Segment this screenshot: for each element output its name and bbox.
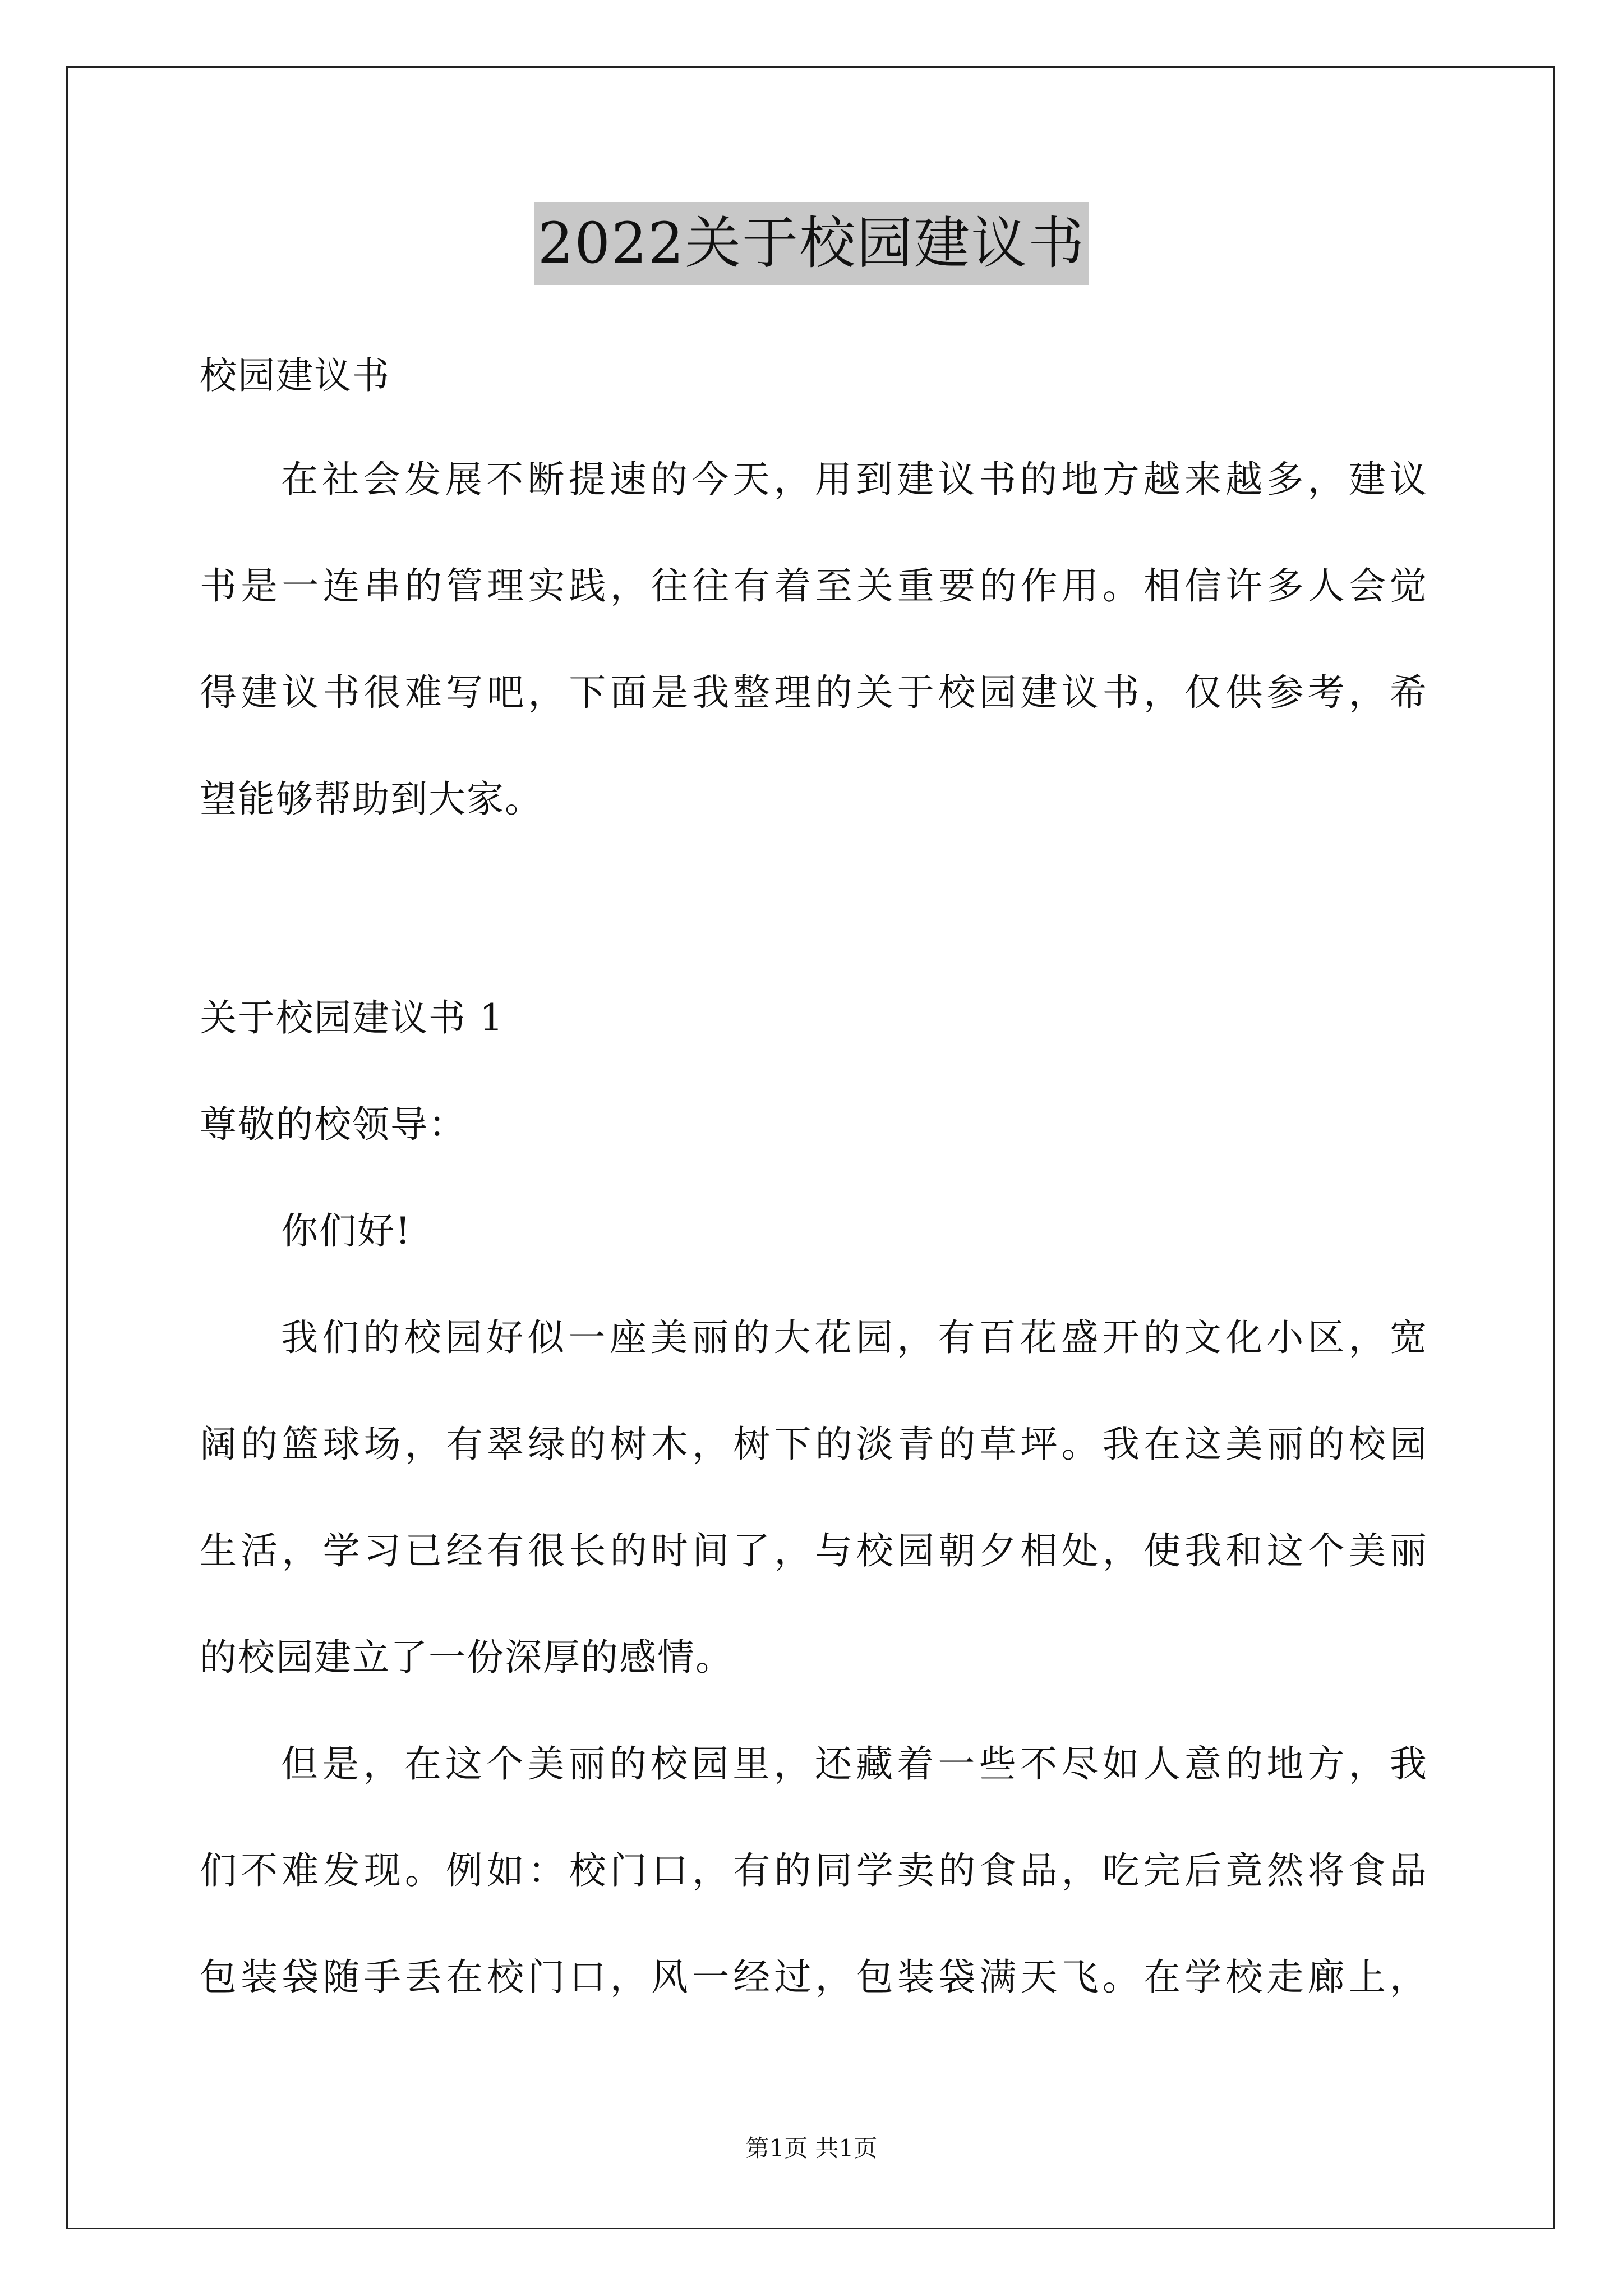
intro-line: 望能够帮助到大家。 <box>200 777 543 821</box>
section-heading: 关于校园建议书 1 <box>200 996 504 1039</box>
paragraph-line: 们不难发现。例如：校门口，有的同学卖的食品，吃完后竟然将食品 <box>200 1849 1428 1892</box>
paragraph-line: 生活，学习已经有很长的时间了，与校园朝夕相处，使我和这个美丽 <box>200 1529 1428 1572</box>
paragraph-line: 的校园建立了一份深厚的感情。 <box>200 1636 734 1679</box>
paragraph-line: 包装袋随手丢在校门口，风一经过，包装袋满天飞。在学校走廊上， <box>200 1955 1428 1999</box>
intro-line: 在社会发展不断提速的今天，用到建议书的地方越来越多，建议 <box>281 458 1428 501</box>
paragraph-line: 我们的校园好似一座美丽的大花园，有百花盛开的文化小区，宽 <box>281 1316 1428 1359</box>
document-title: 2022关于校园建议书 <box>534 202 1089 285</box>
title-container <box>0 202 1623 285</box>
salutation: 尊敬的校领导： <box>200 1103 467 1146</box>
page-footer <box>0 2132 1623 2165</box>
intro-line: 书是一连串的管理实践，往往有着至关重要的作用。相信许多人会觉 <box>200 564 1428 608</box>
page-number: 第1页 共1页 <box>745 2134 878 2162</box>
intro-line: 得建议书很难写吧，下面是我整理的关于校园建议书，仅供参考，希 <box>200 671 1428 714</box>
greeting: 你们好! <box>281 1209 412 1253</box>
paragraph-line: 但是，在这个美丽的校园里，还藏着一些不尽如人意的地方，我 <box>281 1742 1428 1786</box>
paragraph-line: 阔的篮球场，有翠绿的树木，树下的淡青的草坪。我在这美丽的校园 <box>200 1423 1428 1466</box>
document-subtitle: 校园建议书 <box>200 354 390 397</box>
